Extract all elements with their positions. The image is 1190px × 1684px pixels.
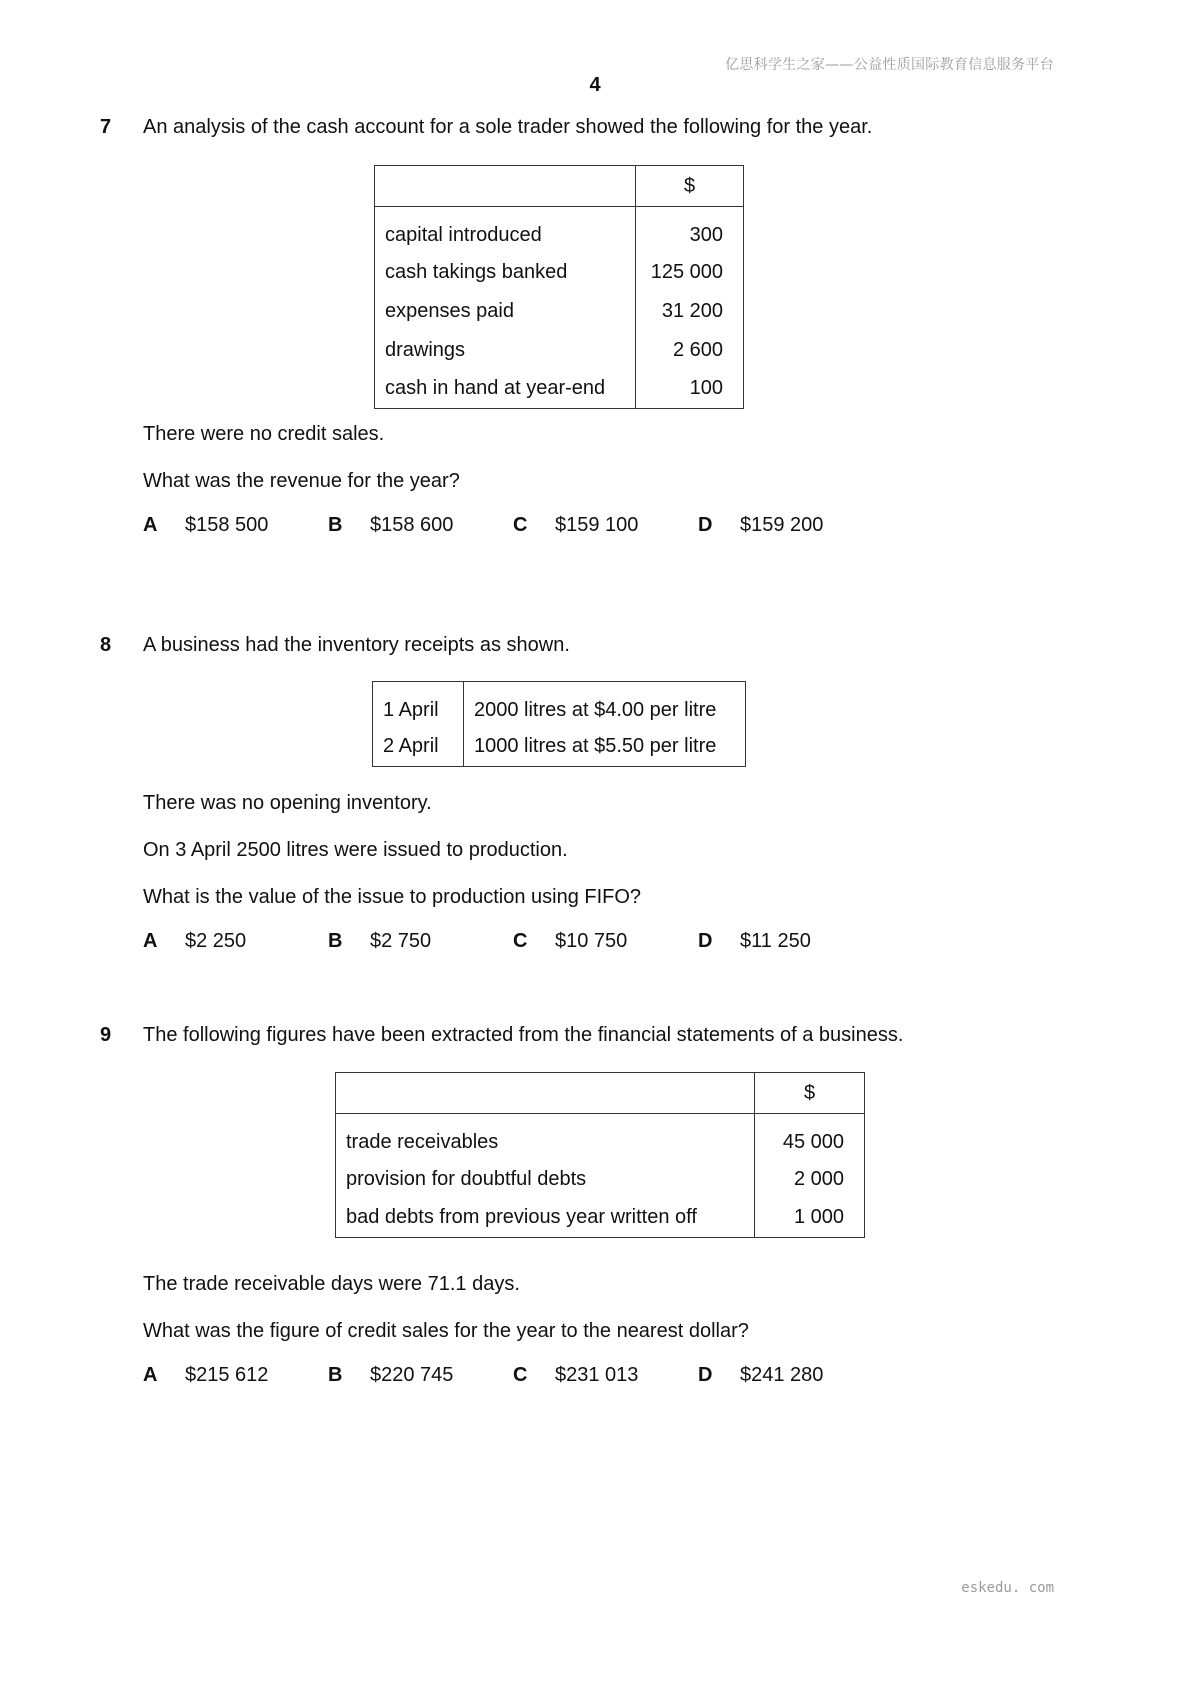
question-number: 8 — [100, 634, 112, 656]
inventory-receipts-table — [372, 681, 746, 767]
option-b[interactable]: B $158 600 — [328, 514, 454, 536]
option-c[interactable]: C $10 750 — [513, 930, 628, 952]
table-row — [336, 1199, 865, 1238]
option-a[interactable]: A $158 500 — [143, 514, 269, 536]
table-cell-value: 300 — [689, 223, 723, 246]
answer-options — [143, 930, 1043, 954]
option-c[interactable]: C $231 013 — [513, 1364, 639, 1386]
table-header-cell: $ — [636, 166, 744, 207]
table-cell-value: 1 000 — [793, 1206, 844, 1229]
table-row — [375, 292, 744, 331]
answer-options — [143, 1364, 1043, 1388]
option-d[interactable]: D $241 280 — [698, 1364, 824, 1386]
table-row — [336, 1160, 865, 1199]
paragraph: On 3 April 2500 litres were issued to production. — [143, 839, 568, 861]
option-c[interactable]: C $159 100 — [513, 514, 639, 536]
table-cell-label: expenses paid — [375, 292, 636, 331]
table-header-cell: $ — [755, 1073, 865, 1114]
option-d[interactable]: D $11 250 — [698, 930, 811, 952]
paragraph: What is the value of the issue to production using FIFO? — [143, 886, 642, 908]
option-b[interactable]: B $2 750 — [328, 930, 432, 952]
page-number: 4 — [589, 74, 601, 96]
table-row — [373, 728, 746, 767]
table-row — [375, 207, 744, 253]
option-a[interactable]: A $215 612 — [143, 1364, 269, 1386]
table-cell-date: 2 April — [373, 728, 464, 767]
table-row — [336, 1114, 865, 1160]
table-cell-value: 2 000 — [793, 1167, 844, 1190]
question-text: An analysis of the cash account for a sole trader showed the following for the year. — [143, 116, 873, 138]
table-row — [375, 370, 744, 409]
question-number: 9 — [100, 1024, 112, 1046]
table-cell-value: 31 200 — [661, 299, 723, 322]
table-header-cell — [375, 166, 636, 207]
paragraph: There was no opening inventory. — [143, 792, 432, 814]
option-b[interactable]: B $220 745 — [328, 1364, 454, 1386]
option-d[interactable]: D $159 200 — [698, 514, 824, 536]
table-cell-value: 45 000 — [782, 1130, 844, 1153]
table-cell-label: provision for doubtful debts — [336, 1160, 755, 1199]
footer-watermark-text: eskedu. com — [961, 1580, 1054, 1596]
paragraph: What was the revenue for the year? — [143, 470, 460, 492]
header-watermark-text: 亿思科学生之家——公益性质国际教育信息服务平台 — [725, 57, 1054, 73]
question-number: 7 — [100, 116, 112, 138]
table-header-row — [336, 1073, 865, 1114]
cash-account-table — [374, 165, 744, 409]
paragraph: The trade receivable days were 71.1 days. — [143, 1273, 520, 1295]
table-cell-value: 100 — [689, 377, 723, 400]
table-cell-receipt: 2000 litres at $4.00 per litre — [474, 698, 717, 721]
table-row — [373, 682, 746, 728]
paragraph: What was the figure of credit sales for the year to the nearest dollar? — [143, 1320, 749, 1342]
table-cell-receipt: 1000 litres at $5.50 per litre — [474, 735, 717, 758]
table-cell-label: trade receivables — [336, 1114, 755, 1160]
table-cell-label: drawings — [375, 331, 636, 370]
question-text: A business had the inventory receipts as shown. — [143, 634, 570, 656]
table-cell-value: 2 600 — [672, 338, 723, 361]
financial-figures-table — [335, 1072, 865, 1238]
table-row — [375, 331, 744, 370]
paragraph: There were no credit sales. — [143, 423, 385, 445]
table-cell-label: cash takings banked — [375, 253, 636, 292]
table-row — [375, 253, 744, 292]
table-cell-value: 125 000 — [650, 260, 723, 283]
table-cell-label: capital introduced — [375, 207, 636, 253]
table-cell-date: 1 April — [373, 682, 464, 728]
question-text: The following figures have been extracted from the financial statements of a business. — [143, 1024, 904, 1046]
table-cell-label: bad debts from previous year written off — [336, 1199, 755, 1238]
option-a[interactable]: A $2 250 — [143, 930, 247, 952]
table-header-row — [375, 166, 744, 207]
table-header-cell — [336, 1073, 755, 1114]
table-cell-label: cash in hand at year-end — [375, 370, 636, 409]
answer-options — [143, 514, 1043, 538]
